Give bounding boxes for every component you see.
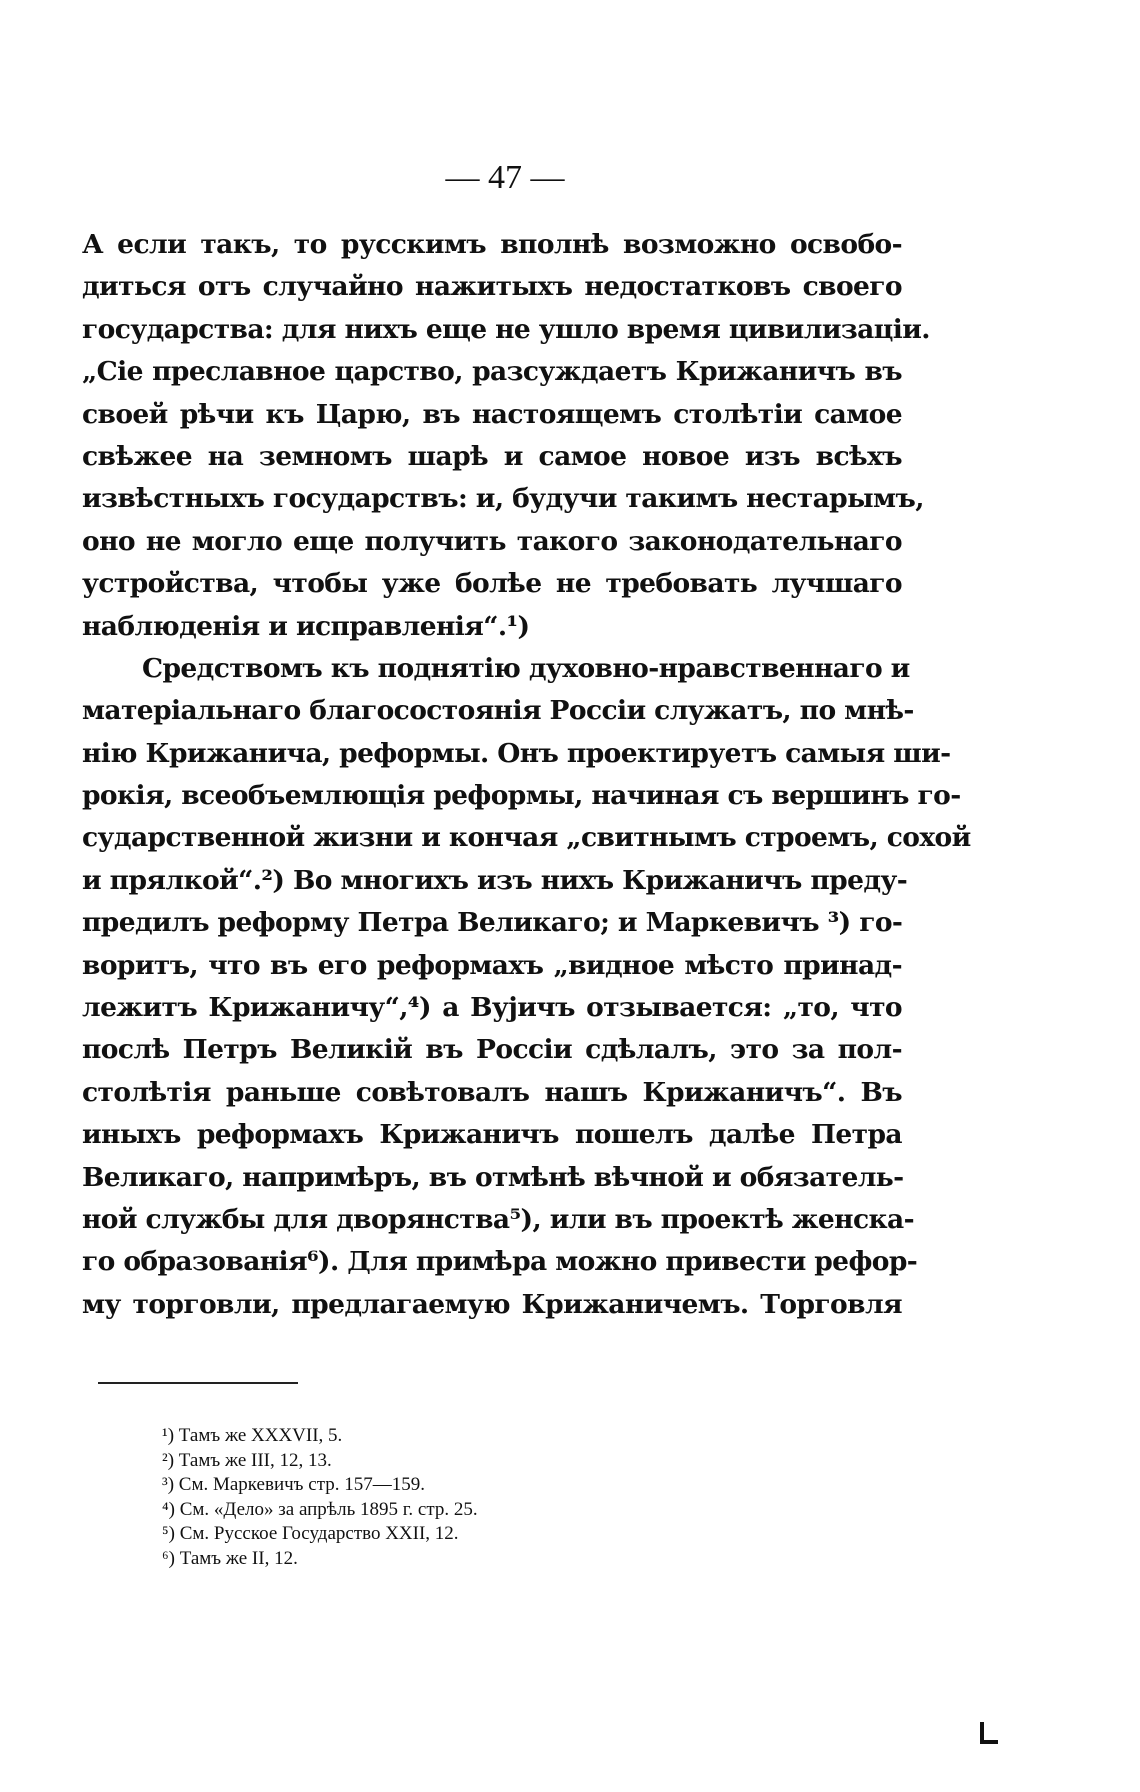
text-line: оно не могло еще получить такого законодательнаго: [82, 525, 902, 557]
text-line: Средствомъ къ поднятію духовно-нравственнаго и: [142, 652, 910, 684]
footnotes: [162, 1424, 862, 1571]
text-line: лежитъ Крижаничу“,⁴) а Вујичъ отзывается: „то, что: [82, 992, 902, 1024]
text-line: матеріальнаго благосостоянія Россіи служатъ, по мнѣ-: [82, 695, 914, 727]
corner-mark-icon: [980, 1722, 1000, 1744]
text-line: Великаго, напримѣръ, въ отмѣнѣ вѣчной и обязатель-: [82, 1161, 904, 1193]
text-line: рокія, всеобъемлющія реформы, начиная съ вершинъ го-: [82, 780, 961, 812]
text-line: устройства, чтобы уже болѣе не требовать лучшаго: [82, 568, 902, 600]
text-line: и прялкой“.²) Во многихъ изъ нихъ Крижаничъ преду-: [82, 864, 908, 896]
page-number: — 47 —: [445, 159, 565, 196]
text-line: го образованія⁶). Для примѣра можно привести рефор-: [82, 1246, 918, 1278]
footnote: ¹) Тамъ же XXXVII, 5.: [162, 1425, 343, 1446]
footnote: ⁵) См. Русское Государство XXII, 12.: [162, 1523, 459, 1544]
text-line: свѣжее на земномъ шарѣ и самое новое изъ всѣхъ: [82, 440, 902, 472]
text-line: А если такъ, то русскимъ вполнѣ возможно освобо-: [82, 229, 902, 260]
text-line: ной службы для дворянства⁵), или въ проектѣ женска-: [82, 1203, 915, 1235]
footnote: ⁶) Тамъ же II, 12.: [162, 1547, 298, 1569]
body-text: [82, 224, 971, 1326]
text-line: государства: для нихъ еще не ушло время цивилизаціи.: [82, 313, 930, 345]
footnote: ³) См. Маркевичъ стр. 157—159.: [162, 1474, 425, 1495]
text-line: предилъ реформу Петра Великаго; и Маркевичъ ³) го-: [82, 907, 903, 939]
footnote-divider: [98, 1382, 298, 1384]
text-line: нію Крижанича, реформы. Онъ проектируетъ самыя ши-: [82, 737, 951, 769]
text-line: сударственной жизни и кончая „свитнымъ строемъ, сохой: [82, 822, 971, 854]
text-line: наблюденія и исправленія“.¹): [82, 610, 530, 642]
text-line: диться отъ случайно нажитыхъ недостатковъ своего: [82, 271, 902, 303]
footnote: ⁴) См. «Дело» за апрѣль 1895 г. стр. 25.: [162, 1498, 478, 1520]
text-line: извѣстныхъ государствъ: и, будучи такимъ нестарымъ,: [82, 483, 924, 515]
text-line: воритъ, что въ его реформахъ „видное мѣсто принад-: [82, 949, 902, 981]
text-line: иныхъ реформахъ Крижаничъ пошелъ далѣе Петра: [82, 1119, 902, 1151]
footnote: ²) Тамъ же III, 12, 13.: [162, 1449, 332, 1471]
text-line: „Сіе преславное царство, разсуждаетъ Крижаничъ въ: [82, 356, 902, 388]
text-line: своей рѣчи къ Царю, въ настоящемъ столѣтіи самое: [82, 398, 902, 430]
text-line: му торговли, предлагаемую Крижаничемъ. Торговля: [82, 1288, 902, 1320]
text-line: столѣтія раньше совѣтовалъ нашъ Крижаничъ“. Въ: [82, 1076, 902, 1108]
text-line: послѣ Петръ Великій въ Россіи сдѣлалъ, это за пол-: [82, 1034, 902, 1066]
